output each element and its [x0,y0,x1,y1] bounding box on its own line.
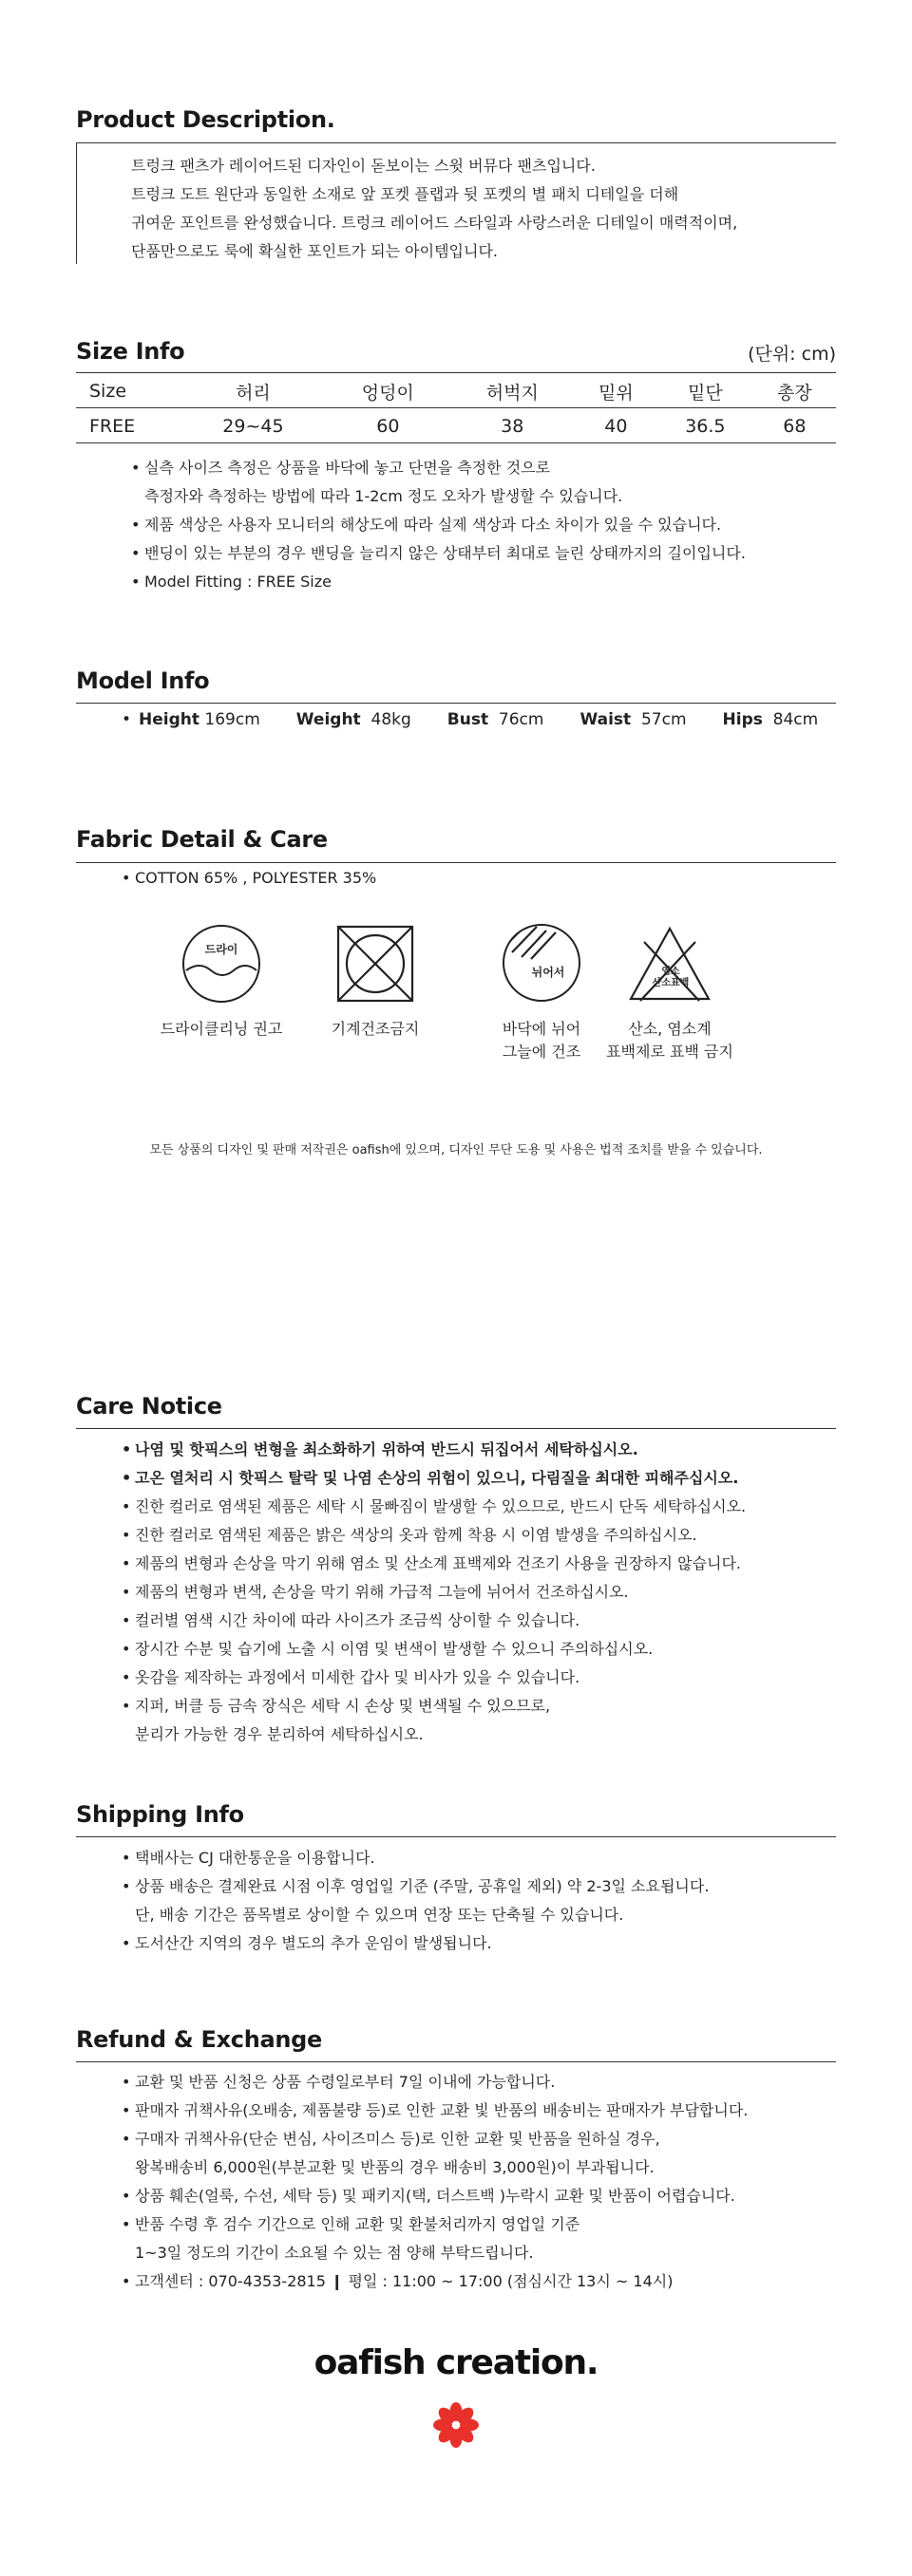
size-header-cell: 엉덩이 [326,373,450,408]
desc-line: 단품만으로도 룩에 확실한 포인트가 되는 아이템입니다. [131,242,499,260]
model-bust [447,710,544,729]
care-notice-title: Care Notice [76,1393,222,1420]
care-notice-item: • 지퍼, 버클 등 금속 장식은 세탁 시 손상 및 변색될 수 있으므로, [122,1692,746,1720]
desc-line: 트렁크 팬츠가 레이어드된 디자인이 돋보이는 스윗 버뮤다 팬츠입니다. [131,157,596,175]
no-bleach-icon-label: 산소표백 [652,978,690,988]
shipping-item: • 도서산간 지역의 경우 별도의 추가 운임이 발생됩니다. [122,1929,709,1958]
care-caption-no-bleach [584,1018,755,1063]
no-tumble-dry-icon [332,921,418,1006]
model-height [139,710,260,729]
refund-item: • 구매자 귀책사유(단순 변심, 사이즈미스 등)로 인한 교환 및 반품을 원하실 경우, [122,2125,748,2153]
bullet: • [122,710,132,729]
care-caption-dry-clean [136,1018,307,1041]
size-note: • Model Fitting : FREE Size [131,568,746,596]
refund-item: 왕복배송비 6,000원(부분교환 및 반품의 경우 배송비 3,000원)이 부과됩니다. [135,2158,655,2176]
size-notes [131,454,746,596]
care-caption-line: 드라이클리닝 권고 [160,1020,283,1038]
care-caption-line: 기계건조금지 [331,1020,420,1038]
size-cell: 40 [575,408,657,443]
care-caption-line: 산소, 염소계 [628,1020,712,1038]
model-weight [296,710,411,729]
refund-item: • 교환 및 반품 신청은 상품 수령일로부터 7일 이내에 가능합니다. [122,2068,748,2097]
model-key: Height [139,710,200,729]
shipping-info-list [122,1844,709,1958]
dry-flat-shade-icon [499,919,584,1005]
refund-exchange-list [122,2068,748,2296]
size-note: 측정자와 측정하는 방법에 따라 1-2cm 정도 오차가 발생할 수 있습니다. [144,487,623,505]
size-note: • 밴딩이 있는 부분의 경우 밴딩을 늘리지 않은 상태부터 최대로 늘린 상태까지의 길이입니다. [131,539,746,568]
divider [76,862,836,863]
care-notice-item: • 제품의 변형과 변색, 손상을 막기 위해 가급적 그늘에 뉘어서 건조하십시오. [122,1578,746,1607]
size-header-cell: 허리 [180,373,326,408]
model-value: 57cm [640,710,687,729]
size-header-cell: 허벅지 [450,373,575,408]
size-table [76,372,836,443]
model-value: 84cm [772,710,819,729]
desc-line: 귀여운 포인트를 완성했습니다. 트렁크 레이어드 스타일과 사랑스러운 디테일이 매력적이며, [131,214,738,232]
care-notice-item: • 나염 및 핫픽스의 변형을 최소화하기 위하여 반드시 뒤집어서 세탁하십시오. [122,1436,746,1464]
divider [76,1428,836,1429]
size-header-cell: 총장 [753,373,836,408]
size-header-cell: 밑위 [575,373,657,408]
size-info-title: Size Info [76,338,185,365]
care-notice-item: • 옷감을 제작하는 과정에서 미세한 갑사 및 비사가 있을 수 있습니다. [122,1664,746,1692]
fabric-care-title: Fabric Detail & Care [76,826,328,853]
size-table-header [76,373,836,408]
model-key: Bust [446,710,489,729]
care-notice-item: • 장시간 수분 및 습기에 노출 시 이염 및 변색이 발생할 수 있으니 주의하십시오. [122,1635,746,1664]
model-value: 169cm [204,710,260,729]
fabric-composition-list [122,864,376,893]
model-waist [580,710,686,729]
model-value: 48kg [370,710,411,729]
care-caption-line: 표백제로 표백 금지 [606,1043,733,1061]
care-notice-item: • 진한 컬러로 염색된 제품은 밝은 색상의 옷과 함께 착용 시 이염 발생을 주의하십시오. [122,1521,746,1550]
fabric-composition: • COTTON 65% , POLYESTER 35% [122,864,376,893]
size-note: • 제품 색상은 사용자 모니터의 해상도에 따라 실제 색상과 다소 차이가 있을 수 있습니다. [131,511,746,539]
size-header-cell: 밑단 [657,373,753,408]
brand-flower-icon [431,2400,481,2450]
model-key: Weight [295,710,361,729]
refund-item: • 상품 훼손(얼룩, 수선, 세탁 등) 및 패키지(택, 더스트백 )누락시 교환 및 반품이 어렵습니다. [122,2182,748,2210]
model-key: Waist [580,710,632,729]
care-notice-item: • 고온 열처리 시 핫픽스 탈락 및 나염 손상의 위험이 있으니, 다림질을 최대한 피해주십시오. [122,1464,746,1493]
care-notice-item: • 컬러별 염색 시간 차이에 따라 사이즈가 조금씩 상이할 수 있습니다. [122,1607,746,1635]
model-value: 76cm [498,710,544,729]
model-hips [723,710,819,729]
size-cell: 36.5 [657,408,753,443]
shipping-item: • 택배사는 CJ 대한통운을 이용합니다. [122,1844,709,1872]
care-caption-no-tumble-dry [290,1018,461,1041]
shipping-item: 단, 배송 기간은 품목별로 상이할 수 있으며 연장 또는 단축될 수 있습니다. [135,1906,624,1924]
divider [76,703,836,704]
copyright-notice: 모든 상품의 디자인 및 판매 저작권은 oafish에 있으며, 디자인 무단 도용 및 사용은 법적 조치를 받을 수 있습니다. [149,1143,763,1157]
no-bleach-icon-label: 염소 [661,967,680,977]
care-notice-item: • 진한 컬러로 염색된 제품은 세탁 시 물빠짐이 발생할 수 있으므로, 반드시 단독 세탁하십시오. [122,1493,746,1521]
care-notice-item: 분리가 가능한 경우 분리하여 세탁하십시오. [135,1725,424,1743]
refund-item: • 판매자 귀책사유(오배송, 제품불량 등)로 인한 교환 빛 반품의 배송비는 판매자가 부담합니다. [122,2097,748,2125]
model-info-title: Model Info [76,668,210,694]
refund-item: • 반품 수령 후 검수 기간으로 인해 교환 및 환불처리까지 영업일 기준 [122,2210,748,2239]
size-cell: 60 [326,408,450,443]
product-description-title: Product Description. [76,106,335,133]
product-description-text [131,152,737,266]
brand-logo-text: oafish creation. [314,2343,598,2382]
size-cell: 68 [753,408,836,443]
care-notice-list [122,1436,746,1749]
shipping-info-title: Shipping Info [76,1801,244,1828]
refund-exchange-title: Refund & Exchange [76,2026,323,2053]
care-caption-line: 그늘에 건조 [502,1043,581,1061]
divider [76,2061,836,2062]
size-table-row [76,408,836,443]
size-header-cell: Size [76,373,180,408]
model-key: Hips [722,710,763,729]
size-cell: FREE [76,408,180,443]
desc-line: 트렁크 도트 원단과 동일한 소재로 앞 포켓 플랩과 뒷 포켓의 별 패치 디테일을 더해 [131,185,679,203]
dry-flat-icon-label: 뉘어서 [531,966,565,979]
care-caption-line: 바닥에 뉘어 [502,1020,581,1038]
no-bleach-icon [627,921,712,1006]
divider [76,142,836,143]
model-measurements [122,710,854,729]
size-cell: 38 [450,408,575,443]
size-unit: (단위: cm) [748,344,836,365]
size-note: • 실측 사이즈 측정은 상품을 바닥에 놓고 단면을 측정한 것으로 [131,454,746,482]
shipping-item: • 상품 배송은 결제완료 시점 이후 영업일 기준 (주말, 공휴일 제외) 약 2-3일 소요됩니다. [122,1872,709,1901]
refund-item: • 고객센터 : 070-4353-2815 ❙ 평일 : 11:00 ~ 17:00 (점심시간 13시 ~ 14시) [122,2267,748,2296]
refund-item: 1~3일 정도의 기간이 소요될 수 있는 점 양해 부탁드립니다. [135,2244,534,2262]
dry-clean-icon-label: 드라이 [204,943,238,956]
divider [76,1836,836,1837]
care-notice-item: • 제품의 변형과 손상을 막기 위해 염소 및 산소계 표백제와 건조기 사용을 권장하지 않습니다. [122,1550,746,1578]
left-bar [76,142,77,264]
size-cell: 29~45 [180,408,326,443]
dry-clean-icon [179,921,264,1006]
